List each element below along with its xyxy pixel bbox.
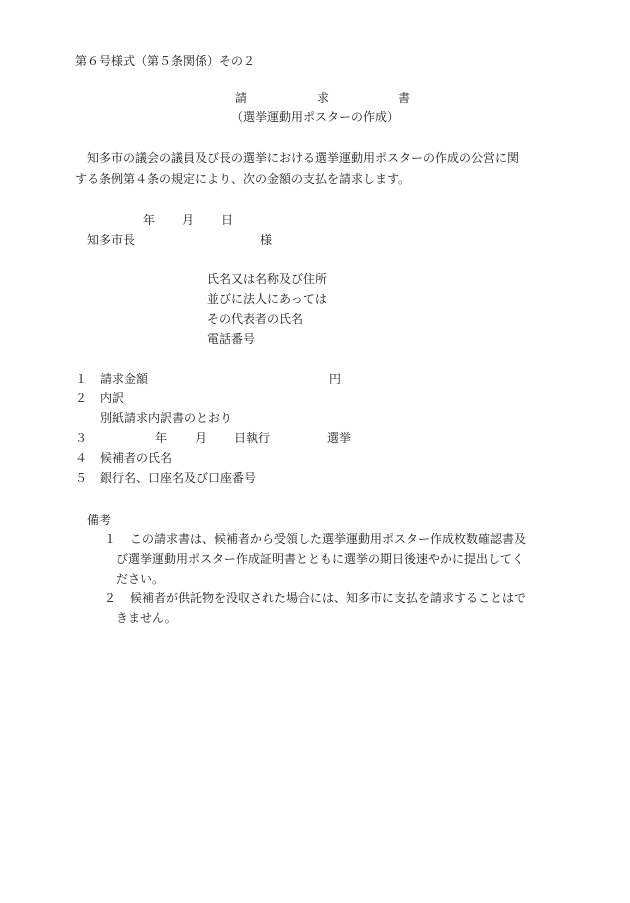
item-4-label: 候補者の氏名 (100, 451, 173, 465)
claimant-line-2: 並びに法人にあっては (207, 292, 327, 306)
date-day: 日 (221, 213, 234, 227)
note-1-line-1: この請求書は、候補者から受領した選挙運動用ポスター作成枚数確認書及 (130, 532, 527, 546)
claimant-line-3: その代表者の氏名 (207, 312, 304, 326)
addressee-name: 知多市長 (87, 233, 136, 247)
date-year: 年 (143, 213, 156, 227)
claimant-phone: 電話番号 (207, 332, 256, 346)
item-3-election: 選挙 (327, 431, 352, 445)
item-2-number: ２ (75, 391, 88, 405)
title-char-1: 請 (235, 91, 248, 105)
title-char-2: 求 (317, 91, 330, 105)
addressee-honorific: 様 (260, 233, 273, 247)
item-5-number: ５ (75, 471, 88, 485)
item-1-unit: 円 (329, 372, 342, 386)
note-1-line-3: ださい。 (116, 572, 165, 586)
item-4-number: ４ (75, 451, 88, 465)
intro-line-2: する条例第４条の規定により、次の金額の支払を請求します。 (75, 172, 411, 186)
claimant-line-1: 氏名又は名称及び住所 (207, 272, 328, 286)
item-1-label: 請求金額 (100, 372, 149, 386)
date-month: 月 (182, 213, 195, 227)
remarks-heading: 備考 (87, 513, 112, 527)
intro-line-1: 知多市の議会の議員及び長の選挙における選挙運動用ポスターの作成の公営に関 (87, 151, 520, 165)
note-1-line-2: び選挙運動用ポスター作成証明書とともに選挙の期日後速やかに提出してく (116, 552, 525, 566)
item-3-number: ３ (75, 431, 88, 445)
item-5-label: 銀行名、口座名及び口座番号 (100, 471, 257, 485)
item-3-year: 年 (155, 431, 168, 445)
note-2-number: ２ (104, 591, 117, 605)
item-3-execution-day: 日執行 (234, 431, 271, 445)
title-char-3: 書 (398, 91, 411, 105)
note-2-line-2: きません。 (116, 611, 177, 625)
form-number: 第６号様式（第５条関係）その２ (75, 54, 256, 68)
item-2-label: 内訳 (100, 391, 125, 405)
note-2-line-1: 候補者が供託物を没収された場合には、知多市に支払を請求することはで (130, 591, 527, 605)
item-1-number: １ (75, 372, 88, 386)
item-2-detail: 別紙請求内訳書のとおり (100, 411, 233, 425)
document-subtitle: （選挙運動用ポスターの作成） (231, 110, 400, 124)
item-3-month: 月 (195, 431, 208, 445)
document-title (235, 92, 410, 106)
note-1-number: １ (104, 532, 117, 546)
